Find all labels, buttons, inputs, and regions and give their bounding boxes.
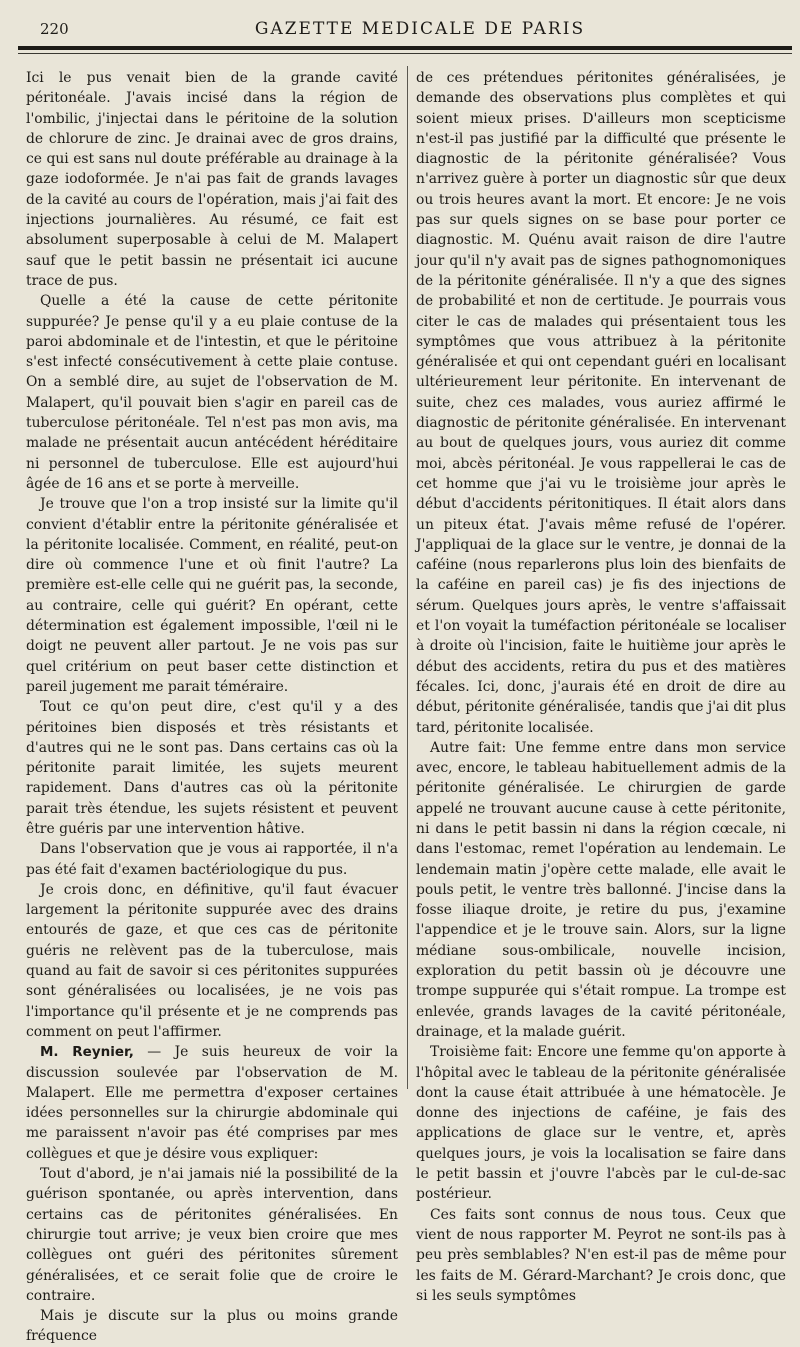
header-rule-thin bbox=[18, 53, 792, 54]
paragraph: Tout ce qu'on peut dire, c'est qu'il y a des péritoines bien disposés et très résistants et d'autres qui ne le sont pas. Dans certains cas où la péritonite parait limitée, les sujets meurent rapidement. Dans d'autres cas où la péritonite parait très étendue, les sujets résistent et peuvent être guéris par une intervention hâtive. bbox=[26, 699, 398, 837]
left-column bbox=[26, 68, 398, 1345]
paragraph: Je trouve que l'on a trop insisté sur la limite qu'il convient d'établir entre la péritonite généralisée et la péritonite localisée. Comment, en réalité, peut-on dire où commence l'une et où finit l'autre? La première est-elle celle qui ne guérit pas, la seconde, au contraire, celle qui guérit? En opérant, cette détermination est également impossible, l'œil ni le doigt ne peuvent aller partout. Je ne vois pas sur quel critérium on peut baser cette distinction et pareil jugement me parait téméraire. bbox=[26, 496, 398, 695]
paragraph: Troisième fait: Encore une femme qu'on apporte à l'hôpital avec le tableau de la péritonite généralisée dont la cause était attribuée à une hématocèle. Je donne des injections de caféine, je fais des applications de glace sur le ventre, et, après quelques jours, je vois la localisation se faire dans le petit bassin et j'ouvre l'abcès par le cul-de-sac postérieur. bbox=[416, 1044, 786, 1203]
paragraph: Dans l'observation que je vous ai rapportée, il n'a pas été fait d'examen bactériologique du pus. bbox=[26, 841, 398, 878]
paragraph: Tout d'abord, je n'ai jamais nié la possibilité de la guérison spontanée, ou après intervention, dans certains cas de péritonites généralisées. En chirurgie tout arrive; je veux bien croire que mes collègues ont guéri des péritonites sûrement généralisées, et ce serait folie que de croire le contraire. bbox=[26, 1166, 398, 1304]
paragraph: Autre fait: Une femme entre dans mon service avec, encore, le tableau habituellement admis de la péritonite généralisée. Le chirurgien de garde appelé ne trouvant aucune cause à cette péritonite, ni dans le petit bassin ni dans la région cœcale, ni dans l'estomac, remet l'opération au lendemain. Le lendemain matin j'opère cette malade, elle avait le pouls petit, le ventre très ballonné. J'incise dans la fosse iliaque droite, je retire du pus, j'examine l'appendice et je le trouve sain. Alors, sur la ligne médiane sous-ombilicale, nouvelle incision, exploration du petit bassin où je découvre une trompe suppurée qui s'était rompue. La trompe est enlevée, grands lavages de la cavité péritonéale, drainage, et la malade guérit. bbox=[416, 739, 786, 1040]
paragraph: Ici le pus venait bien de la grande cavité péritonéale. J'avais incisé dans la région de l'ombilic, j'injectai dans le péritoine de la solution de chlorure de zinc. Je drainai avec de gros drains, ce qui est sans nul doute préférable au drainage à la gaze iodoformée. Je n'ai pas fait de grands lavages de la cavité au cours de l'opération, mais j'ai fait des injections journalières. Au résumé, ce fait est absolument superposable à celui de M. Malapert sauf que le petit bassin ne présentait ici aucune trace de pus. bbox=[26, 70, 398, 289]
column-divider bbox=[407, 66, 408, 1089]
paragraph: Je crois donc, en définitive, qu'il faut évacuer largement la péritonite suppurée avec des drains entourés de gaze, et que ces cas de péritonite guéris ne relèvent pas de la tuberculose, mais quand au fait de savoir si ces péritonites suppurées sont généralisées ou localisées, je ne vois pas l'importance qu'il présente et je ne comprends pas comment on peut l'affirmer. bbox=[26, 881, 398, 1040]
page-header bbox=[40, 14, 780, 44]
speaker-name: M. Reynier, bbox=[40, 1044, 134, 1061]
paragraph: Mais je discute sur la plus ou moins grande fréquence bbox=[26, 1308, 398, 1345]
paragraph: de ces prétendues péritonites généralisées, je demande des observations plus complètes et qui soient mieux prises. D'ailleurs mon scepticisme n'est-il pas justifié par la difficulté que présente le diagnostic de la péritonite généralisée? Vous n'arrivez guère à porter un diagnostic sûr que deux ou trois heures avant la mort. Et encore: Je ne vois pas sur quels signes on se base pour porter ce diagnostic. M. Quénu avait raison de dire l'autre jour qu'il n'y avait pas de signes pathognomoniques de la péritonite généralisée. Il n'y a que des signes de probabilité et non de certitude. Je pourrais vous citer le cas de malades qui présentaient tous les symptômes que vous attribuez à la péritonite généralisée et qui ont cependant guéri en localisant ultérieurement leur péritonite. En intervenant de suite, chez ces malades, vous auriez affirmé le diagnostic de péritonite généralisée. En intervenant au bout de quelques jours, vous auriez dit comme moi, abcès péritonéal. Je vous rappellerai le cas de cet homme que j'ai vu le troisième jour après le début d'accidents péritonitiques. Il était alors dans un piteux état. J'avais même refusé de l'opérer. J'appliquai de la glace sur le ventre, je donnai de la caféine (nous reparlerons plus loin des bienfaits de la caféine en pareil cas) je fis des injections de sérum. Quelques jours après, le ventre s'affaissait et l'on voyait la tuméfaction péritonéale se localiser à droite où l'incision, faite le huitième jour après le début des accidents, retira du pus et des matières fécales. Ici, donc, j'aurais été en droit de dire au début, péritonite généralisée, tandis que j'ai dit plus tard, péritonite localisée. bbox=[416, 70, 786, 736]
right-column bbox=[416, 68, 786, 1304]
page-number: 220 bbox=[40, 20, 69, 38]
speaker-text: — Je suis heureux de voir la discussion soulevée par l'observation de M. Malapert. Elle me permettra d'exposer certaines idées personnelles sur la chirurgie abdominale qui me paraissent n'avoir pas été comprises par mes collègues et que je désire vous expliquer: bbox=[26, 1044, 398, 1162]
speaker-paragraph bbox=[26, 1042, 398, 1164]
paragraph: Ces faits sont connus de nous tous. Ceux que vient de nous rapporter M. Peyrot ne sont-ils pas à peu près semblables? N'en est-il pas de même pour les faits de M. Gérard-Marchant? Je crois donc, que si les seuls symptômes bbox=[416, 1206, 786, 1304]
journal-title: GAZETTE MEDICALE DE PARIS bbox=[254, 19, 586, 39]
paragraph: Quelle a été la cause de cette péritonite suppurée? Je pense qu'il y a eu plaie contuse de la paroi abdominale et de l'intestin, et que le péritoine s'est infecté consécutivement à cette plaie contuse. On a semblé dire, au sujet de l'observation de M. Malapert, qu'il pouvait bien s'agir en pareil cas de tuberculose péritonéale. Tel n'est pas mon avis, ma malade ne présentait aucun antécédent héréditaire ni personnel de tuberculose. Elle est aujourd'hui âgée de 16 ans et se porte à merveille. bbox=[26, 293, 398, 492]
header-rule-thick bbox=[18, 46, 792, 50]
